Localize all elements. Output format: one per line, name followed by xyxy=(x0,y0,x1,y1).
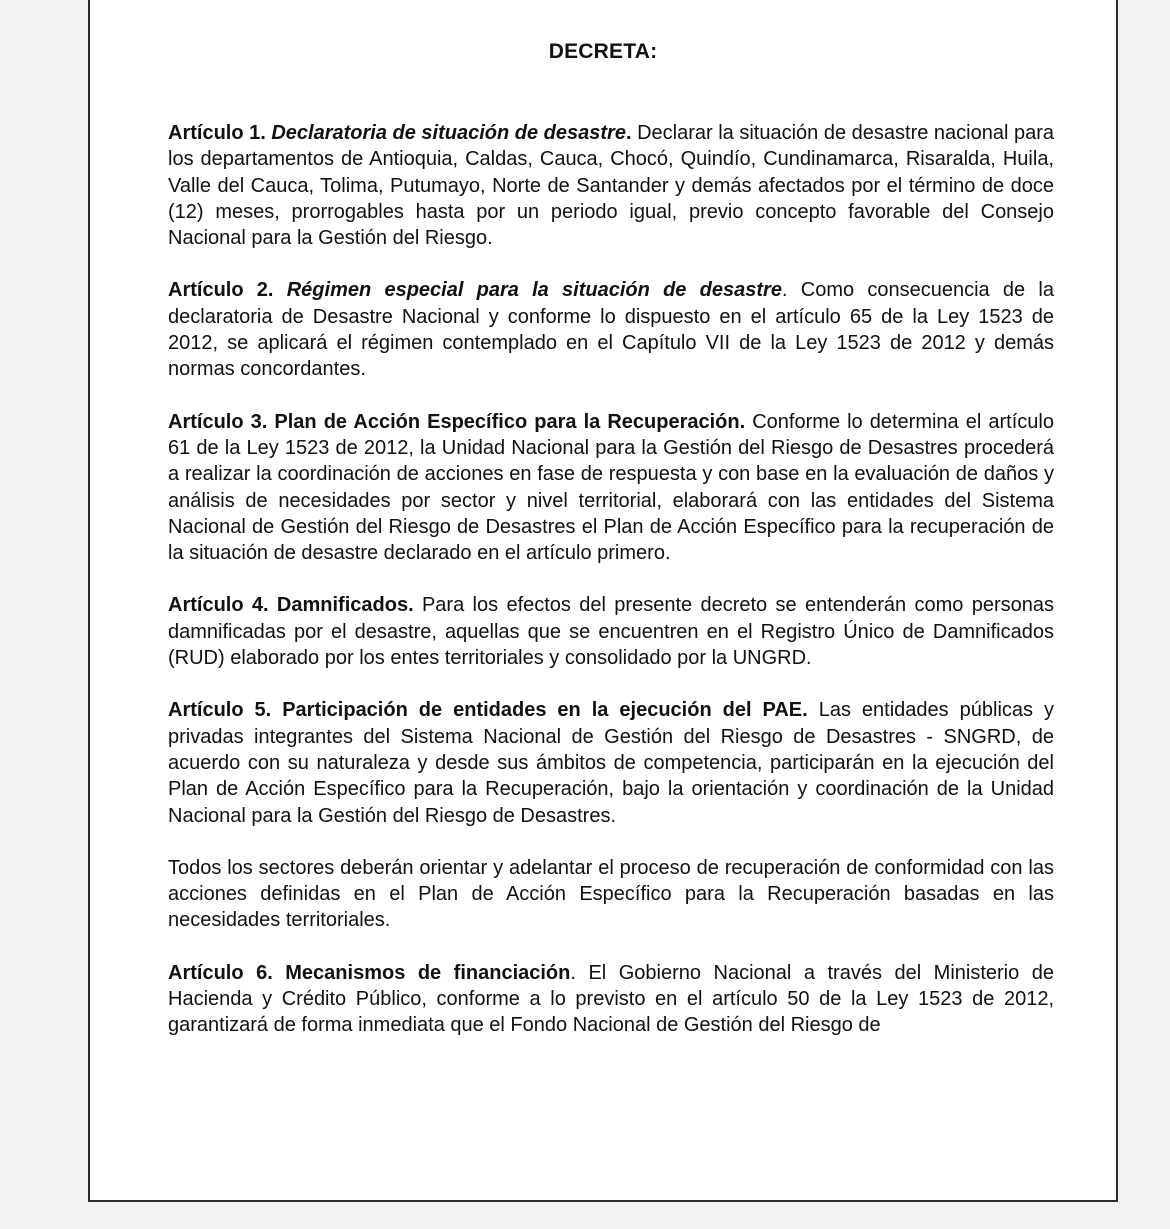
article-2-title: Régimen especial para la situación de desastre xyxy=(286,279,782,302)
article-2-text: Como consecuencia de la declaratoria de Desastre Nacional y conforme lo dispuesto en el artículo 65 de la Ley 1523 de 2012, se aplicará el régimen contemplado en el Capítulo VII de la Ley 1523 de 2012 y demás normas concordantes. xyxy=(168,279,1054,381)
article-6 xyxy=(168,960,1054,1039)
article-3-title: Plan de Acción Específico para la Recuperación. xyxy=(274,410,746,433)
article-1-label: Artículo 1. xyxy=(168,122,266,144)
article-2-title-end: . xyxy=(781,279,788,302)
document-body xyxy=(168,120,1054,1065)
article-1-title-end: . xyxy=(625,122,632,144)
article-5-title: Participación de entidades en la ejecución del PAE. xyxy=(282,699,808,722)
article-1-title: Declaratoria de situación de desastre xyxy=(271,122,626,144)
article-6-title: Mecanismos de financiación xyxy=(285,961,571,984)
document-page xyxy=(88,0,1118,1202)
decree-heading: DECRETA: xyxy=(548,40,658,63)
article-4-text: Para los efectos del presente decreto se entenderán como personas damnificadas por el desastre, aquellas que se encuentren en el Registro Único de Damnificados (RUD) elaborado por los entes territoriales y consolidado por la UNGRD. xyxy=(168,594,1055,670)
article-3 xyxy=(168,409,1054,567)
article-1 xyxy=(168,120,1054,251)
article-3-text: Conforme lo determina el artículo 61 de la Ley 1523 de 2012, la Unidad Nacional para la Gestión del Riesgo de Desastres procederá a realizar la coordinación de acciones en fase de respuesta y con base en la evaluación de daños y análisis de necesidades por sector y nivel territorial, elaborará con las entidades del Sistema Nacional de Gestión del Riesgo de Desastres el Plan de Acción Específico para la recuperación de la situación de desastre declarado en el artículo primero. xyxy=(168,410,1054,565)
article-2 xyxy=(168,277,1054,382)
article-6-label: Artículo 6. xyxy=(168,961,273,984)
article-5 xyxy=(168,697,1054,828)
article-2-label: Artículo 2. xyxy=(168,279,274,302)
article-5-text: Las entidades públicas y privadas integrantes del Sistema Nacional de Gestión del Riesgo de Desastres - SNGRD, de acuerdo con su naturaleza y desde sus ámbitos de competencia, participarán en la ejecución del Plan de Acción Específico para la Recuperación, bajo la orientación y coordinación de la Unidad Nacional para la Gestión del Riesgo de Desastres. xyxy=(168,699,1054,827)
article-5-continuation xyxy=(168,855,1054,934)
article-1-text: Declarar la situación de desastre nacional para los departamentos de Antioquia, Caldas, Cauca, Chocó, Quindío, Cundinamarca, Risaralda, Huila, Valle del Cauca, Tolima, Putumayo, Norte de Santander y demás afectados por el término de doce (12) meses, prorrogables hasta por un periodo igual, previo concepto favorable del Consejo Nacional para la Gestión del Riesgo. xyxy=(168,122,1055,250)
article-4-label: Artículo 4. xyxy=(168,594,269,617)
article-5-continuation-text: Todos los sectores deberán orientar y adelantar el proceso de recuperación de conformidad con las acciones definidas en el Plan de Acción Específico para la Recuperación basadas en las necesidades territoriales. xyxy=(168,856,1054,932)
article-4 xyxy=(168,592,1054,671)
article-6-title-end: . xyxy=(570,961,576,984)
article-4-title: Damnificados. xyxy=(276,594,414,617)
article-3-label: Artículo 3. xyxy=(168,410,268,433)
article-6-text: El Gobierno Nacional a través del Ministerio de Hacienda y Crédito Público, conforme a lo previsto en el artículo 50 de la Ley 1523 de 2012, garantizará de forma inmediata que el Fondo Nacional de Gestión del Riesgo de xyxy=(168,961,1054,1037)
article-5-label: Artículo 5. xyxy=(168,699,272,722)
